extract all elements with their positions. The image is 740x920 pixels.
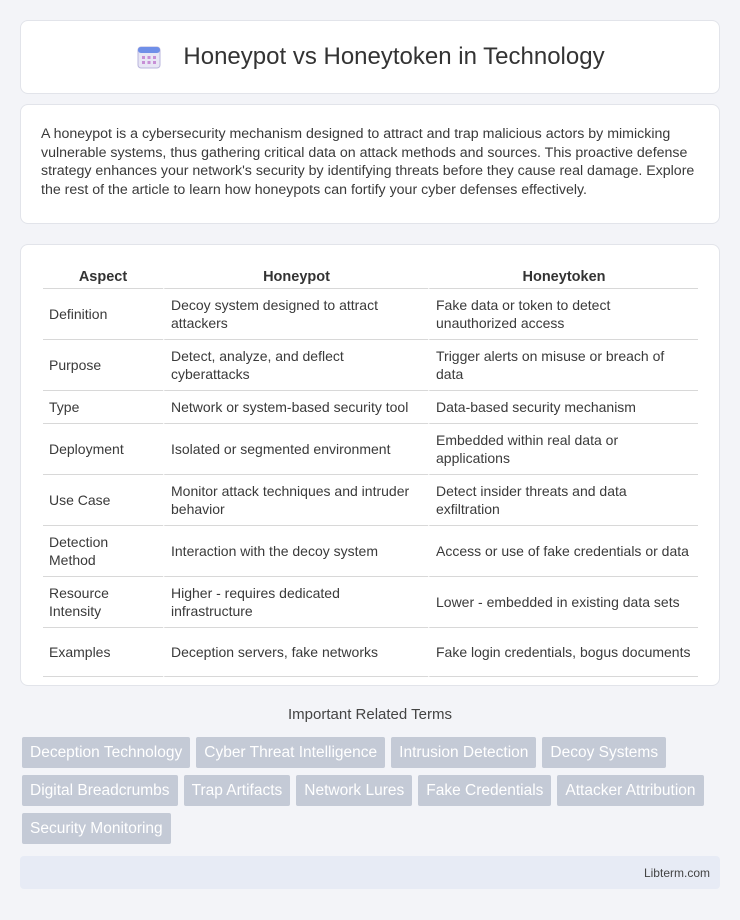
related-terms-list: [22, 737, 722, 851]
cell-honeypot: Detect, analyze, and deflect cyberattacks: [163, 340, 428, 391]
cell-aspect: Purpose: [43, 340, 163, 391]
term-tag[interactable]: Decoy Systems: [542, 737, 666, 768]
header-aspect: Aspect: [43, 265, 163, 289]
header-card: [20, 20, 720, 94]
cell-honeytoken: Embedded within real data or applications: [428, 424, 698, 475]
cell-honeytoken: Trigger alerts on misuse or breach of data: [428, 340, 698, 391]
header-honeytoken: Honeytoken: [428, 265, 698, 289]
table-row: [43, 577, 698, 628]
table-row: [43, 289, 698, 340]
cell-honeypot: Network or system-based security tool: [163, 391, 428, 424]
table-row: [43, 340, 698, 391]
cell-honeytoken: Data-based security mechanism: [428, 391, 698, 424]
table-row: [43, 424, 698, 475]
cell-aspect: Examples: [43, 628, 163, 677]
term-tag[interactable]: Security Monitoring: [22, 813, 171, 844]
cell-aspect: Definition: [43, 289, 163, 340]
header-honeypot: Honeypot: [163, 265, 428, 289]
table-header-row: [43, 265, 698, 289]
term-tag[interactable]: Fake Credentials: [418, 775, 551, 806]
term-tag[interactable]: Attacker Attribution: [557, 775, 703, 806]
term-tag[interactable]: Deception Technology: [22, 737, 190, 768]
term-tag[interactable]: Digital Breadcrumbs: [22, 775, 178, 806]
table-row: [43, 526, 698, 577]
cell-honeypot: Monitor attack techniques and intruder behavior: [163, 475, 428, 526]
table-row: [43, 391, 698, 424]
footer: [20, 856, 720, 889]
cell-honeypot: Higher - requires dedicated infrastructure: [163, 577, 428, 628]
term-tag[interactable]: Cyber Threat Intelligence: [196, 737, 385, 768]
cell-honeypot: Deception servers, fake networks: [163, 628, 428, 677]
cell-honeypot: Interaction with the decoy system: [163, 526, 428, 577]
cell-aspect: Detection Method: [43, 526, 163, 577]
calendar-icon: [135, 43, 163, 71]
comparison-table-card: [20, 244, 720, 686]
term-tag[interactable]: Trap Artifacts: [184, 775, 291, 806]
page-title: Honeypot vs Honeytoken in Technology: [183, 43, 605, 70]
comparison-table: [43, 265, 698, 677]
intro-text: A honeypot is a cybersecurity mechanism designed to attract and trap malicious actors by mimicking vulnerable systems, thus gathering critical data on attack methods and sources. This proactive defense strategy enhances your network's security by identifying threats before they cause real damage. Explore the rest of the article to learn how honeypots can fortify your cyber defenses effectively.: [41, 126, 695, 198]
intro-card: [20, 104, 720, 224]
cell-honeytoken: Fake data or token to detect unauthorized access: [428, 289, 698, 340]
cell-aspect: Resource Intensity: [43, 577, 163, 628]
cell-aspect: Use Case: [43, 475, 163, 526]
cell-honeytoken: Fake login credentials, bogus documents: [428, 628, 698, 677]
term-tag[interactable]: Intrusion Detection: [391, 737, 536, 768]
cell-aspect: Type: [43, 391, 163, 424]
cell-honeytoken: Access or use of fake credentials or data: [428, 526, 698, 577]
cell-honeypot: Decoy system designed to attract attackers: [163, 289, 428, 340]
cell-aspect: Deployment: [43, 424, 163, 475]
cell-honeypot: Isolated or segmented environment: [163, 424, 428, 475]
cell-honeytoken: Detect insider threats and data exfiltration: [428, 475, 698, 526]
related-terms-title: Important Related Terms: [288, 706, 452, 723]
footer-site-link[interactable]: Libterm.com: [643, 866, 710, 880]
table-row: [43, 475, 698, 526]
cell-honeytoken: Lower - embedded in existing data sets: [428, 577, 698, 628]
table-row: [43, 628, 698, 677]
term-tag[interactable]: Network Lures: [296, 775, 412, 806]
